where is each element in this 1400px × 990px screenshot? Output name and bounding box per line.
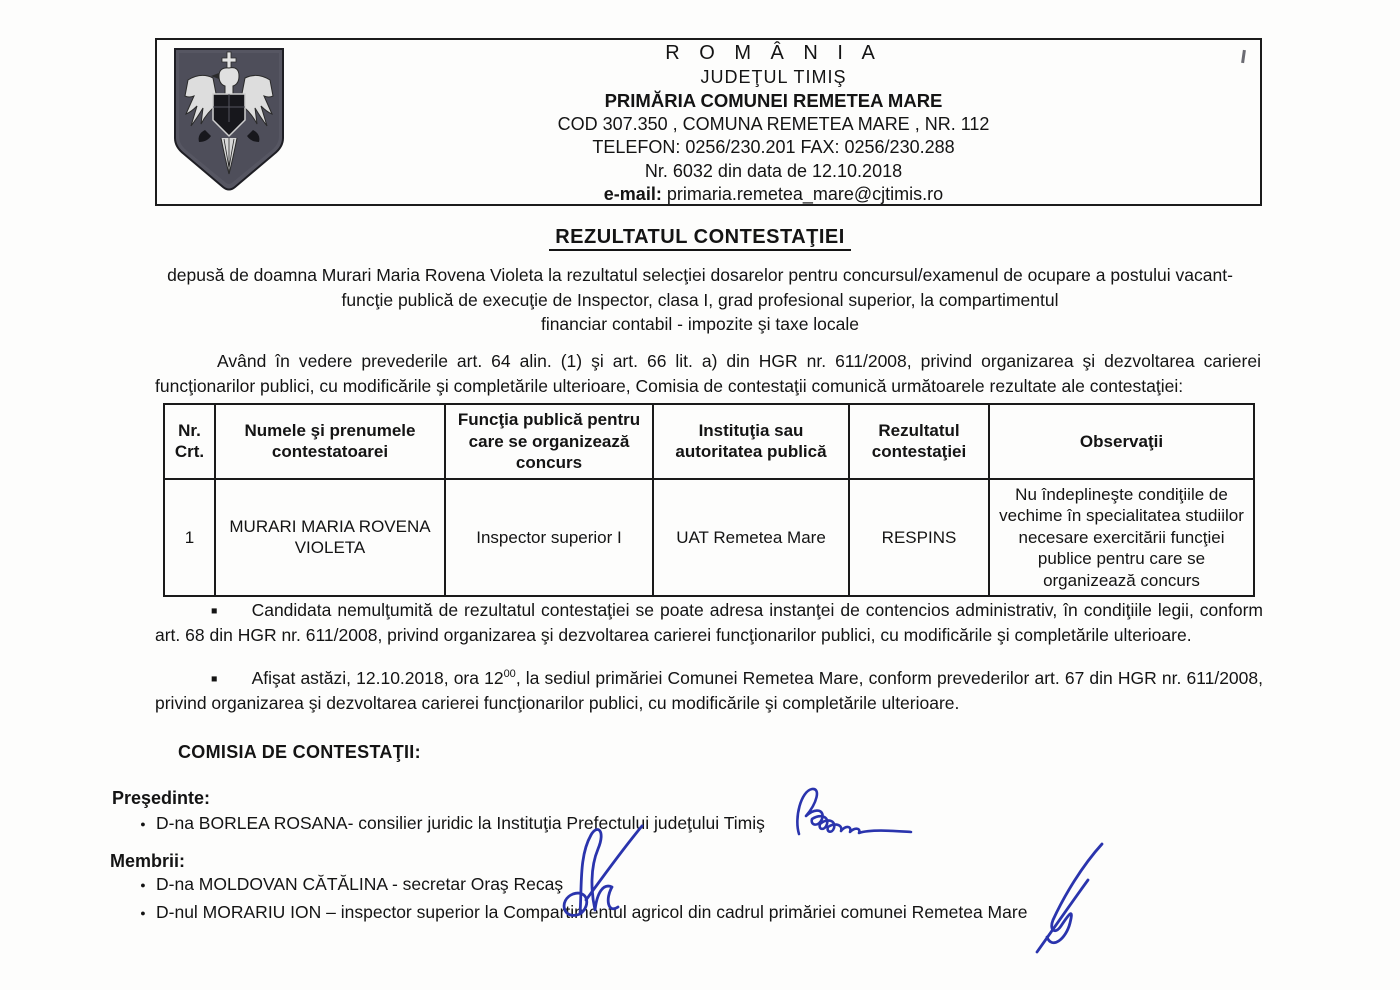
president-label: Preşedinte: — [112, 788, 211, 808]
note-contestation-appeal — [155, 598, 1263, 648]
header-observations: Observaţii — [989, 404, 1254, 479]
cell-result: RESPINS — [849, 479, 989, 597]
note-posting-date — [155, 666, 1263, 716]
intro-line-1: depusă de doamna Murari Maria Rovena Violeta la rezultatul selecţiei dosarelor pentru concursul/examenul de ocupare a postului vacant- — [167, 265, 1233, 285]
commission-heading: COMISIA DE CONTESTAŢII: — [178, 742, 421, 762]
header-name: Numele şi prenumele contestatoarei — [215, 404, 445, 479]
president-name: D-na BORLEA ROSANA- consilier juridic la Instituţia Prefectului judeţului Timiş — [156, 813, 765, 833]
cell-nr-crt: 1 — [164, 479, 215, 597]
round-bullet-icon: ● — [140, 880, 146, 890]
round-bullet-icon: ● — [140, 819, 146, 829]
document-title: REZULTATUL CONTESTAŢIEI — [0, 226, 1400, 249]
round-bullet-icon: ● — [140, 908, 146, 918]
signature-moldovan — [550, 820, 648, 928]
square-bullet-icon: ■ — [211, 604, 218, 617]
signature-morariu — [1022, 838, 1110, 956]
header-institution: Instituţia sau autoritatea publică — [653, 404, 849, 479]
member-list-item-1 — [130, 874, 563, 895]
email-label: e-mail: — [603, 184, 662, 204]
signature-borlea — [783, 780, 917, 842]
president-list-item — [130, 813, 765, 834]
member-2-name: D-nul MORARIU ION – inspector superior la Compartimentul agricol din cadrul primăriei comunei Remetea Mare — [156, 902, 1028, 922]
members-label: Membrii: — [110, 851, 186, 871]
table-header-row — [164, 404, 1254, 479]
note-1-text: Candidata nemulţumită de rezultatul contestaţiei se poate adresa instanţei de contencios administrativ, în condiţiile legii, conform art. 68 din HGR nr. 611/2008, privind organizarea şi dezvoltarea carierei funcţionarilor publici, cu modificările şi completările ulterioare. — [155, 600, 1263, 645]
note-2-text-after: , la sediul primăriei Comunei Remetea Mare, conform prevederilor art. 67 din HGR nr. 611/2008, privind organizarea şi dezvoltarea carierei funcţionarilor publici, cu modificările şi completările ulterioare. — [155, 668, 1263, 713]
intro-paragraph — [100, 263, 1300, 337]
letterhead-address: COD 307.350 , COMUNA REMETEA MARE , NR. 112 — [557, 113, 990, 134]
email-address: primaria.remetea_mare@cjtimis.ro — [666, 184, 944, 204]
results-table — [163, 403, 1255, 597]
cell-institution: UAT Remetea Mare — [653, 479, 849, 597]
header-position: Funcţia publică pentru care se organizează concurs — [445, 404, 653, 479]
intro-line-3: financiar contabil - impozite şi taxe locale — [540, 314, 860, 334]
romania-coat-of-arms — [169, 46, 289, 194]
table-row — [164, 479, 1254, 597]
header-nr-crt: Nr. Crt. — [164, 404, 215, 479]
cell-position: Inspector superior I — [445, 479, 653, 597]
letterhead-registration-number: Nr. 6032 din data de 12.10.2018 — [644, 160, 903, 181]
letterhead-county: JUDEŢUL TIMIŞ — [700, 66, 847, 87]
square-bullet-icon: ■ — [211, 672, 218, 685]
hour-superscript: 00 — [503, 668, 516, 681]
legal-paragraph: Având în vedere prevederile art. 64 alin. (1) şi art. 66 lit. a) din HGR nr. 611/2008, privind organizarea şi dezvoltarea carierei funcţionarilor publici, cu modificările şi completările ulterioare, Comisia de contestaţii comunică următoarele rezultate ale contestaţiei: — [155, 351, 1261, 396]
letterhead-institution: PRIMĂRIA COMUNEI REMETEA MARE — [604, 90, 943, 111]
cell-observations: Nu îndeplineşte condiţiile de vechime în specialitatea studiilor necesare exercitării funcţiei publice pentru care se organizează concurs — [989, 479, 1254, 597]
letterhead-box — [155, 38, 1262, 206]
letterhead-email-line — [297, 183, 1250, 207]
note-2-text-before: Afişat astăzi, 12.10.2018, ora 12 — [251, 668, 504, 688]
letterhead-text — [297, 42, 1250, 207]
cell-name: MURARI MARIA ROVENA VIOLETA — [215, 479, 445, 597]
header-result: Rezultatul contestaţiei — [849, 404, 989, 479]
member-1-name: D-na MOLDOVAN CĂTĂLINA - secretar Oraş Recaş — [156, 874, 564, 894]
intro-line-2: funcţie publică de execuţie de Inspector, clasa I, grad profesional superior, la compartimentul — [341, 289, 1059, 310]
letterhead-phone-fax: TELEFON: 0256/230.201 FAX: 0256/230.288 — [592, 137, 955, 157]
letterhead-country: R O M Â N I A — [665, 42, 882, 64]
